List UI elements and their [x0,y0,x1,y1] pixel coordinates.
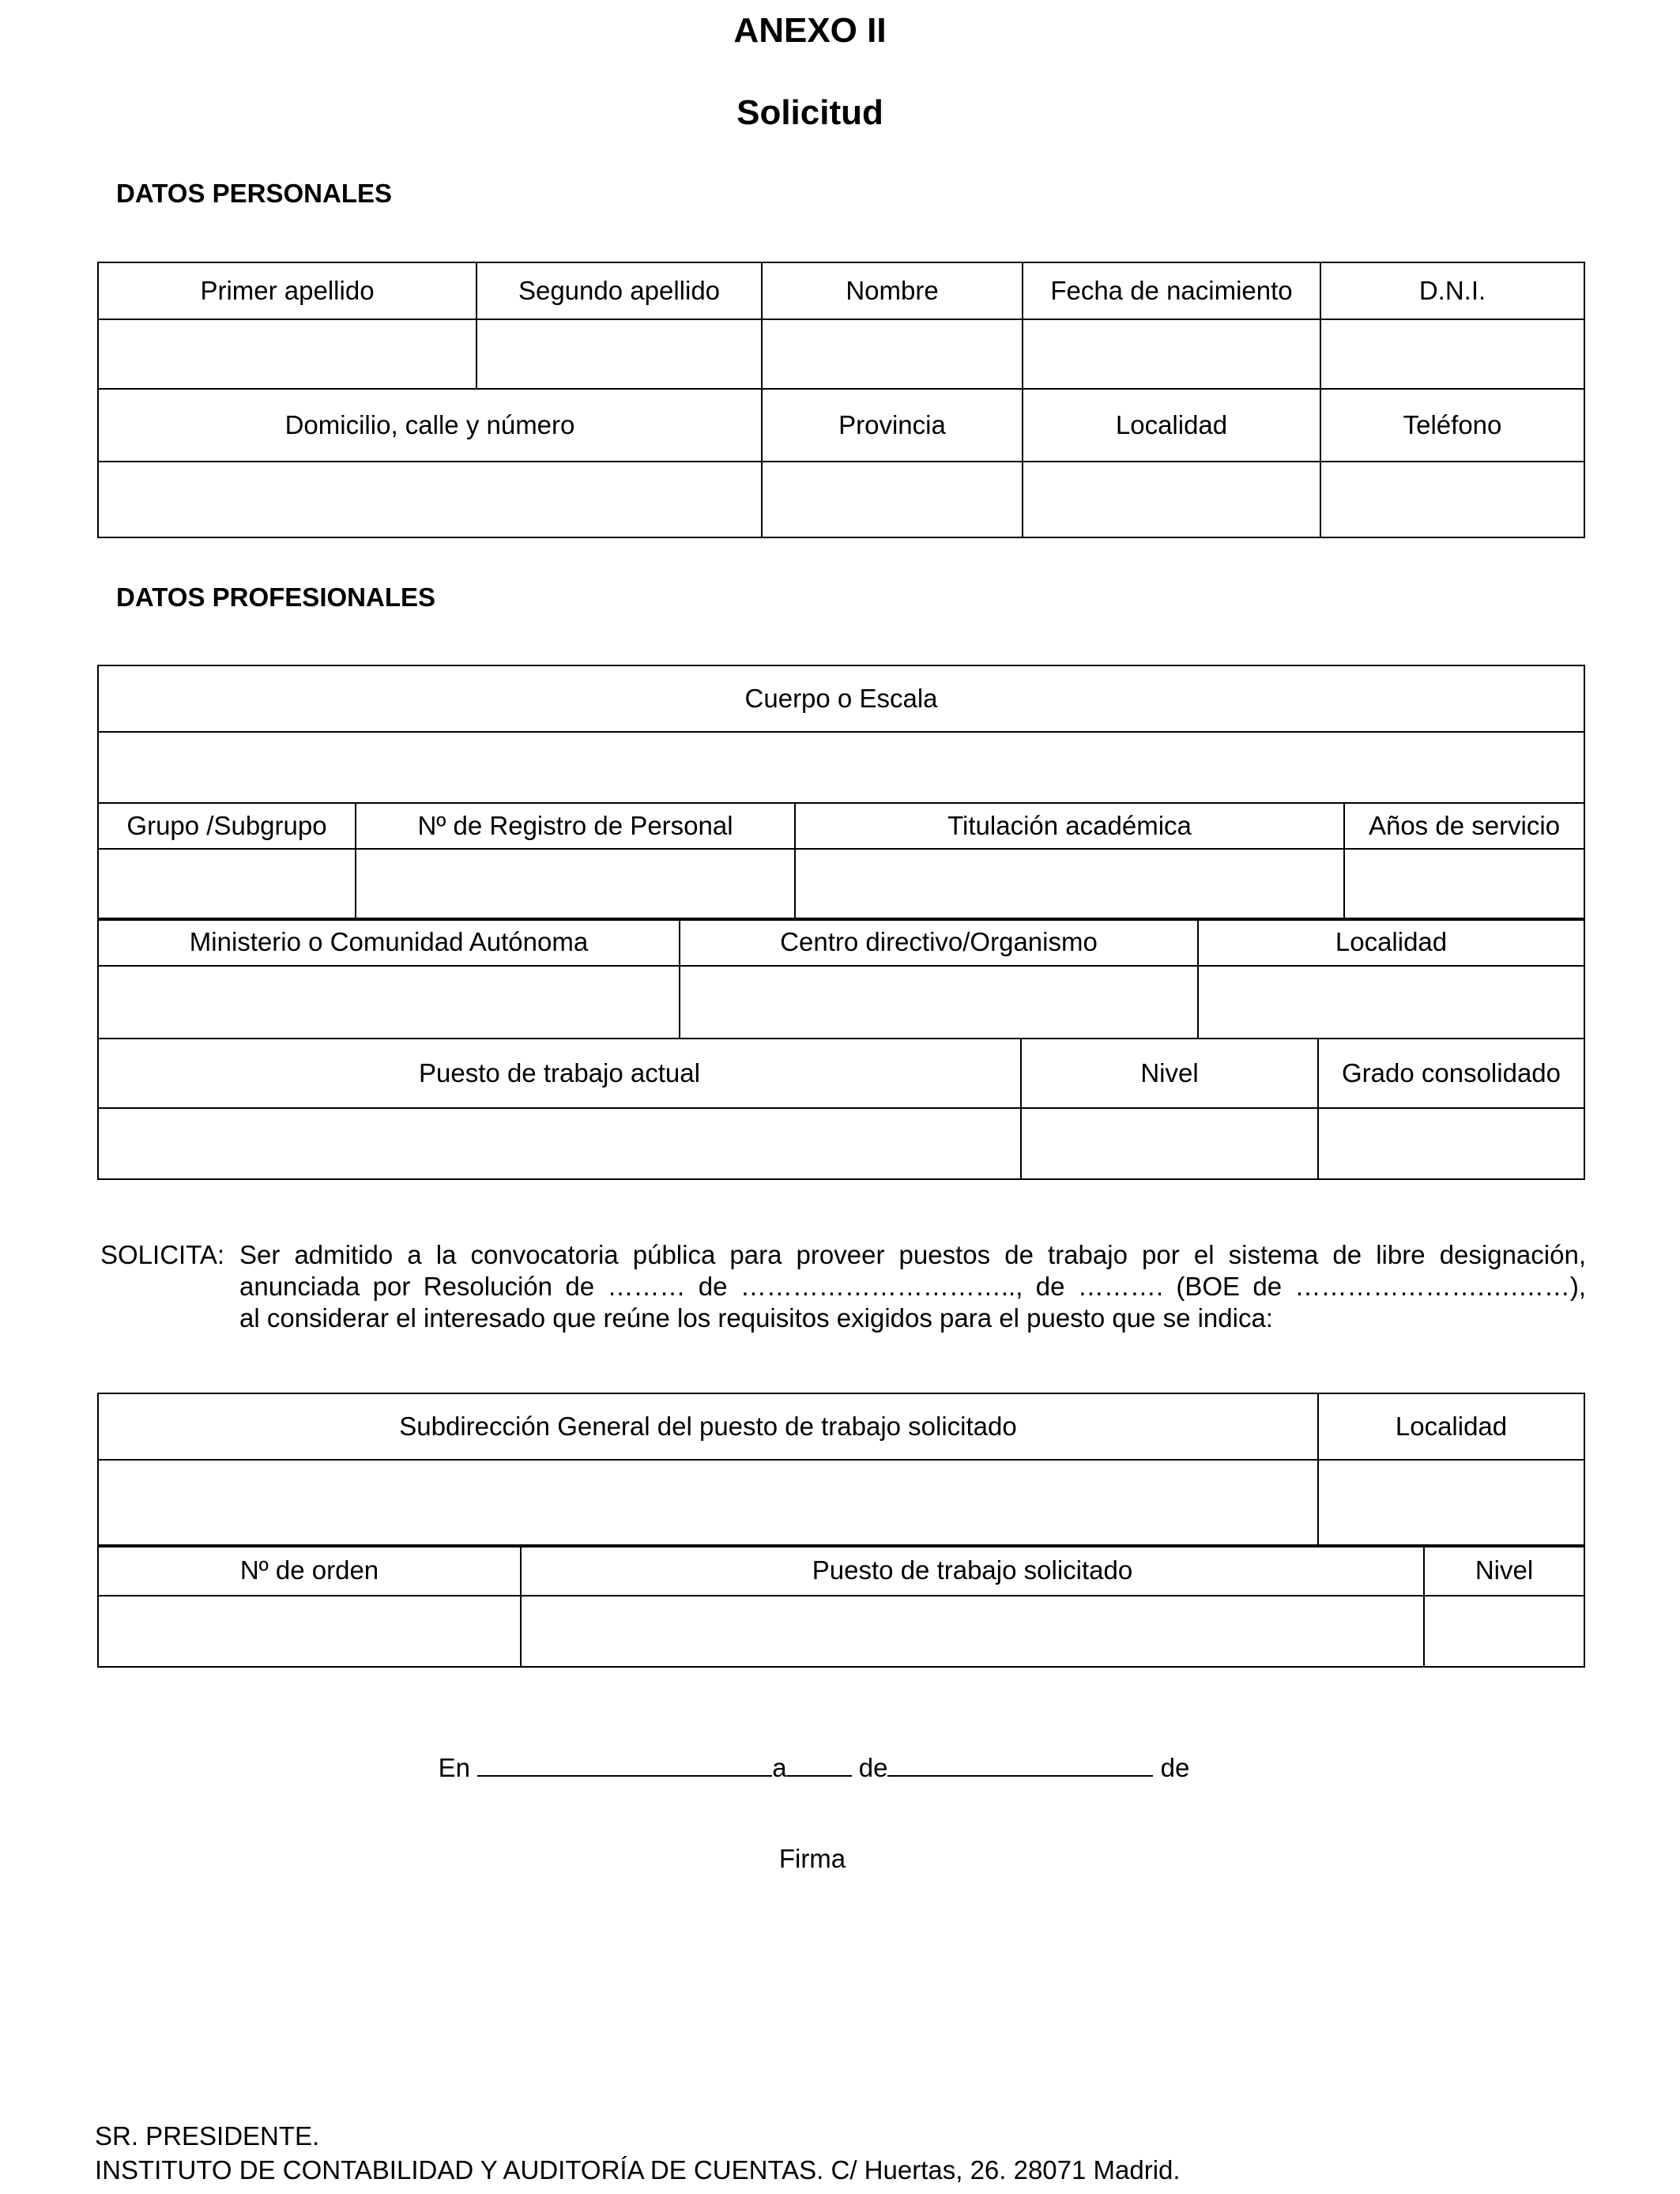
centro-directivo-label: Centro directivo/Organismo [680,918,1198,966]
grado-consolidado-field[interactable] [1318,1108,1584,1179]
puesto-actual-label: Puesto de trabajo actual [98,1039,1021,1108]
solicita-line-2: anunciada por Resolución de ……… de ………………………….., de ………. (BOE de ………………….….……), [239,1272,1586,1301]
nivel-solicitado-field[interactable] [1424,1596,1584,1667]
puesto-solicitado-label: Puesto de trabajo solicitado [521,1545,1424,1596]
segundo-apellido-field[interactable] [477,319,762,389]
firma-label: Firma [778,1844,846,1873]
request-table-b [97,1544,1585,1668]
subdireccion-field[interactable] [98,1460,1318,1547]
primer-apellido-label: Primer apellido [98,262,477,319]
domicilio-label: Domicilio, calle y número [98,389,762,462]
dni-field[interactable] [1320,319,1584,389]
en-text: En [438,1753,471,1782]
titulacion-field[interactable] [795,849,1344,920]
centro-directivo-field[interactable] [680,966,1198,1039]
provincia-label: Provincia [762,389,1023,462]
fecha-nacimiento-label: Fecha de nacimiento [1023,262,1320,319]
professional-table-c [97,1038,1585,1180]
grado-consolidado-label: Grado consolidado [1318,1039,1584,1108]
personal-data-table [97,262,1585,538]
anos-servicio-label: Años de servicio [1344,803,1584,849]
cuerpo-escala-field[interactable] [98,732,1584,803]
subdireccion-label: Subdirección General del puesto de trabajo solicitado [98,1393,1318,1460]
localidad-prof-label: Localidad [1198,918,1584,966]
nivel-actual-field[interactable] [1021,1108,1318,1179]
footer-addressee: SR. PRESIDENTE. [95,2121,320,2151]
registro-personal-label: Nº de Registro de Personal [356,803,795,849]
numero-orden-field[interactable] [98,1596,521,1667]
page-title: Solicitud [736,93,883,132]
request-table-a [97,1393,1585,1547]
nivel-solicitado-label: Nivel [1424,1545,1584,1596]
solicita-line-1: Ser admitido a la convocatoria pública para proveer puestos de trabajo por el sistema de libre designación, [239,1240,1586,1269]
de-text-1: de [858,1753,888,1782]
annex-title: ANEXO II [733,11,887,50]
place-blank[interactable] [477,1751,772,1777]
month-blank[interactable] [887,1751,1153,1777]
professional-table-b [97,918,1585,1039]
localidad-field[interactable] [1023,462,1320,537]
puesto-solicitado-field[interactable] [521,1596,1424,1667]
anos-servicio-field[interactable] [1344,849,1584,920]
cuerpo-escala-label: Cuerpo o Escala [98,665,1584,732]
primer-apellido-field[interactable] [98,319,477,389]
puesto-actual-field[interactable] [98,1108,1021,1179]
nombre-label: Nombre [762,262,1023,319]
de-text-2: de [1160,1753,1190,1782]
localidad-prof-field[interactable] [1198,966,1584,1039]
localidad-solicitada-field[interactable] [1318,1460,1584,1547]
a-text: a [772,1753,787,1782]
domicilio-field[interactable] [98,462,762,537]
grupo-subgrupo-label: Grupo /Subgrupo [98,803,356,849]
footer-address: INSTITUTO DE CONTABILIDAD Y AUDITORÍA DE CUENTAS. C/ Huertas, 26. 28071 Madrid. [95,2155,1181,2185]
localidad-solicitada-label: Localidad [1318,1393,1584,1460]
ministerio-label: Ministerio o Comunidad Autónoma [98,918,680,966]
nombre-field[interactable] [762,319,1023,389]
provincia-field[interactable] [762,462,1023,537]
titulacion-label: Titulación académica [795,803,1344,849]
localidad-label: Localidad [1023,389,1320,462]
professional-data-heading: DATOS PROFESIONALES [116,582,435,612]
nivel-actual-label: Nivel [1021,1039,1318,1108]
solicita-line-3: al considerar el interesado que reúne los requisitos exigidos para el puesto que se indica: [239,1303,1273,1333]
ministerio-field[interactable] [98,966,680,1039]
dni-label: D.N.I. [1320,262,1584,319]
telefono-label: Teléfono [1320,389,1584,462]
numero-orden-label: Nº de orden [98,1545,521,1596]
grupo-subgrupo-field[interactable] [98,849,356,920]
telefono-field[interactable] [1320,462,1584,537]
personal-data-heading: DATOS PERSONALES [116,179,392,208]
registro-personal-field[interactable] [356,849,795,920]
day-blank[interactable] [787,1751,852,1777]
segundo-apellido-label: Segundo apellido [477,262,762,319]
solicita-label: SOLICITA: [100,1240,225,1269]
professional-table-a [97,665,1585,921]
fecha-nacimiento-field[interactable] [1023,319,1320,389]
solicita-paragraph [100,1239,1586,1334]
signature-date-line [0,1751,1628,1783]
